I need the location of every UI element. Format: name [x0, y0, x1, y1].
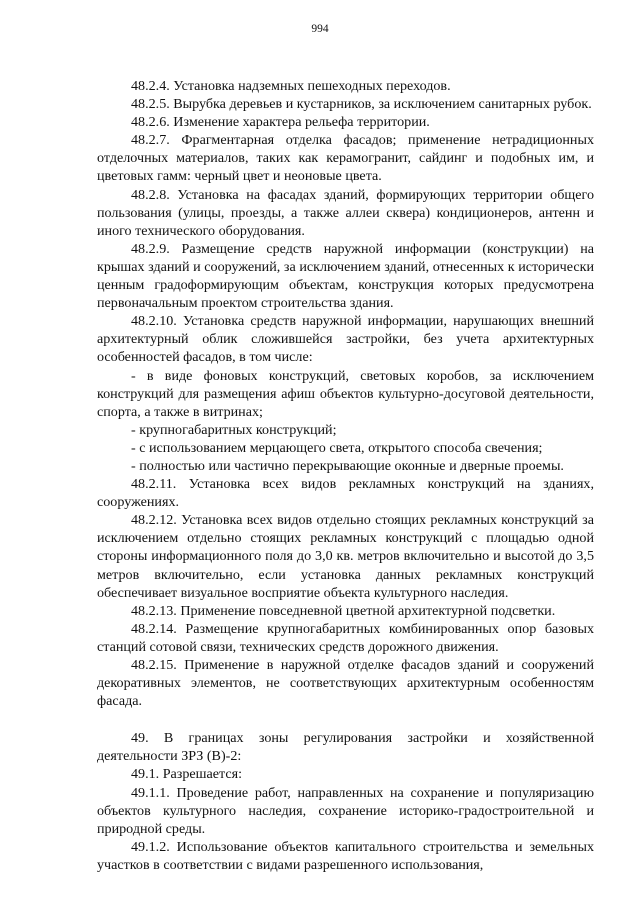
paragraph-48-2-9: 48.2.9. Размещение средств наружной информации (конструкции) на крышах зданий и сооружений, за исключением зданий, отнесенных к исторически ценным градоформирующим объектам, конструкция которых предусмотрена первоначальным проектом строительства здания. [97, 240, 594, 312]
section-49-heading: 49. В границах зоны регулирования застройки и хозяйственной деятельности ЗРЗ (В)-2: [97, 730, 594, 765]
paragraph-48-2-14: 48.2.14. Размещение крупногабаритных комбинированных опор базовых станций сотовой связи, технических средств дорожного движения. [97, 620, 594, 655]
paragraph-48-2-15: 48.2.15. Применение в наружной отделке фасадов зданий и сооружений декоративных элементов, не соответствующих архитектурным особенностям фасада. [97, 657, 594, 710]
paragraph-49-1: 49.1. Разрешается: [131, 766, 243, 783]
list-item-large-constructions: - крупногабаритных конструкций; [131, 421, 337, 438]
list-item-flickering-light: - с использованием мерцающего света, открытого способа свечения; [131, 439, 543, 456]
paragraph-49-1-2: 49.1.2. Использование объектов капитального строительства и земельных участков в соответствии с видами разрешенного использования, [97, 838, 594, 873]
page-number: 994 [311, 23, 329, 35]
paragraph-48-2-6: 48.2.6. Изменение характера рельефа территории. [131, 114, 430, 131]
paragraph-48-2-13: 48.2.13. Применение повседневной цветной архитектурной подсветки. [131, 602, 556, 619]
paragraph-49-1-1: 49.1.1. Проведение работ, направленных на сохранение и популяризацию объектов культурного наследия, сохранение историко-градостроительной и природной среды. [97, 784, 594, 837]
paragraph-48-2-11: 48.2.11. Установка всех видов рекламных конструкций на зданиях, сооружениях. [97, 476, 594, 511]
paragraph-48-2-4: 48.2.4. Установка надземных пешеходных переходов. [131, 78, 451, 94]
paragraph-48-2-5: 48.2.5. Вырубка деревьев и кустарников, за исключением санитарных рубок. [131, 96, 592, 113]
paragraph-48-2-8: 48.2.8. Установка на фасадах зданий, формирующих территории общего пользования (улицы, проезды, а также аллеи сквера) кондиционеров, антенн и иного технического оборудования. [97, 186, 594, 239]
list-item-covering-openings: - полностью или частично перекрывающие оконные и дверные проемы. [131, 457, 564, 474]
document-body [97, 77, 594, 874]
paragraph-48-2-12: 48.2.12. Установка всех видов отдельно стоящих рекламных конструкций за исключением отдельно стоящих рекламных конструкций с площадью одной стороны информационного поля до 3,0 кв. метров включительно и высотой до 3,5 метров включительно, если установка данных рекламных конструкций обеспечивает визуальное восприятие объекта культурного наследия. [97, 512, 594, 601]
paragraph-48-2-7: 48.2.7. Фрагментарная отделка фасадов; применение нетрадиционных отделочных материалов, таких как керамогранит, сайдинг и подобных им, и цветовых гамм: черный цвет и неоновые цвета. [97, 132, 594, 185]
list-item-background-constructions: - в виде фоновых конструкций, световых коробов, за исключением конструкций для размещения афиш объектов культурно-досуговой деятельности, спорта, а также в витринах; [97, 367, 594, 420]
paragraph-48-2-10: 48.2.10. Установка средств наружной информации, нарушающих внешний архитектурный облик сложившейся застройки, без учета архитектурных особенностей фасадов, в том числе: [97, 313, 594, 366]
